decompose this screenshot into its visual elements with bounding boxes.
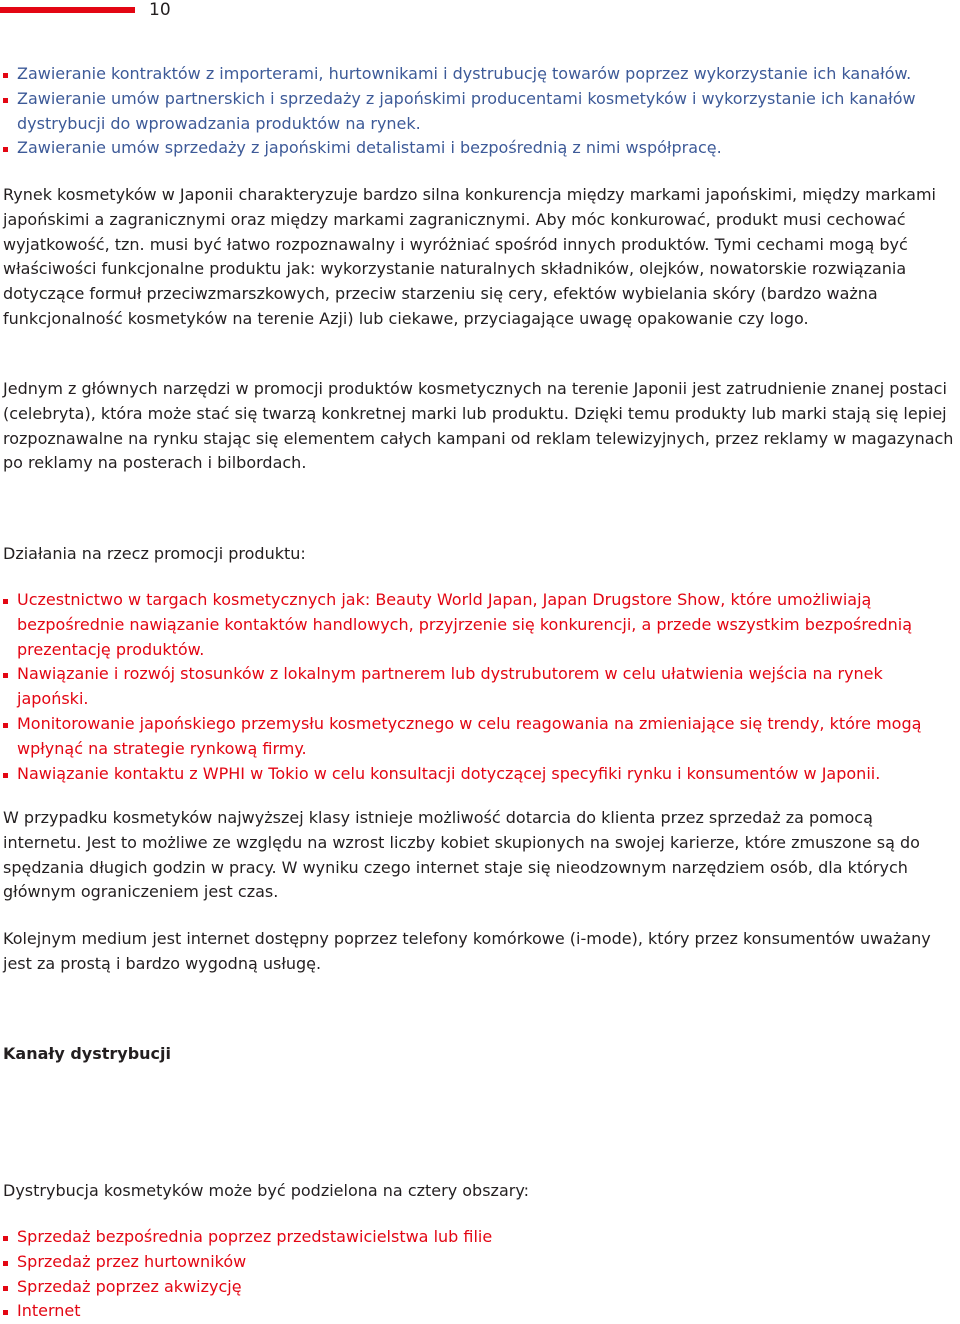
header-accent-bar xyxy=(0,7,135,13)
celebrity-paragraph-section xyxy=(3,377,955,476)
list-item: Zawieranie kontraktów z importerami, hurtownikami i dystrubucję towarów poprzez wykorzystanie ich kanałów. xyxy=(3,62,955,87)
promo-list xyxy=(3,588,955,786)
page-number: 10 xyxy=(149,0,171,20)
distribution-intro: Dystrybucja kosmetyków może być podzielona na cztery obszary: xyxy=(3,1181,530,1200)
partnership-list xyxy=(3,62,955,161)
list-item: Nawiązanie i rozwój stosunków z lokalnym partnerem lub dystrubutorem w celu ułatwienia wejścia na rynek japoński. xyxy=(3,662,955,712)
market-paragraph: Rynek kosmetyków w Japonii charakteryzuje bardzo silna konkurencja między markami japońskimi, między markami japońskimi a zagranicznymi oraz między markami zagranicznymi. Aby móc konkurować, produkt musi cechować wyjatkowość, tzn. musi być łatwo rozpoznawalny i wyróżniać spośród innych produktów. Tymi cechami mogą być właściwości funkcjonalne produktu jak: wykorzystanie naturalnych składników, olejków, nowatorskie rozwiązania dotyczące formuł przeciwzmarszkowych, przeciw starzeniu się cery, efektów wybielania skóry (bardzo ważna funkcjonalność kosmetyków na terenie Azji) lub ciekawe, przyciagające uwagę opakowanie czy logo. xyxy=(3,185,936,328)
mobile-paragraph: Kolejnym medium jest internet dostępny poprzez telefony komórkowe (i-mode), który przez konsumentów uważany jest za prostą i bardzo wygodną usługę. xyxy=(3,929,931,973)
mobile-paragraph-section xyxy=(3,927,955,977)
list-item: Nawiązanie kontaktu z WPHI w Tokio w celu konsultacji dotyczącej specyfiki rynku i konsumentów w Japonii. xyxy=(3,762,955,787)
internet-paragraph: W przypadku kosmetyków najwyższej klasy istnieje możliwość dotarcia do klienta przez sprzedaż za pomocą internetu. Jest to możliwe ze względu na wzrost liczby kobiet skupionych na swojej karierze, które zmuszone są do spędzania długich godzin w pracy. W wyniku czego internet staje się nieodzownym narzędziem osób, dla których głównym ograniczeniem jest czas. xyxy=(3,808,920,902)
internet-paragraph-section xyxy=(3,806,955,905)
section-heading: Kanały dystrybucji xyxy=(3,1044,171,1063)
distribution-list-section xyxy=(3,1225,955,1324)
section-heading-block xyxy=(3,1042,955,1067)
list-item: Uczestnictwo w targach kosmetycznych jak: Beauty World Japan, Japan Drugstore Show, które umożliwiają bezpośrednie nawiązanie kontaktów handlowych, przyjrzenie się konkurencji, a przede wszystkim bezpośrednią prezentację produktów. xyxy=(3,588,955,662)
partnership-list-section xyxy=(3,62,955,161)
promo-heading-section xyxy=(3,542,955,567)
list-item: Sprzedaż przez hurtowników xyxy=(3,1250,955,1275)
list-item: Sprzedaż bezpośrednia poprzez przedstawicielstwa lub filie xyxy=(3,1225,955,1250)
list-item: Monitorowanie japońskiego przemysłu kosmetycznego w celu reagowania na zmieniające się trendy, które mogą wpłynąć na strategie rynkową firmy. xyxy=(3,712,955,762)
promo-list-section xyxy=(3,588,955,786)
list-item: Sprzedaż poprzez akwizycję xyxy=(3,1275,955,1300)
celebrity-paragraph: Jednym z głównych narzędzi w promocji produktów kosmetycznych na terenie Japonii jest zatrudnienie znanej postaci (celebryta), która może stać się twarzą konkretnej marki lub produktu. Dzięki temu produkty lub marki stają się lepiej rozpoznawalne na rynku stając się elementem całych kampani od reklam telewizyjnych, przez reklamy w magazynach po reklamy na posterach i bilbordach. xyxy=(3,379,954,473)
list-item: Internet xyxy=(3,1299,955,1324)
list-item: Zawieranie umów sprzedaży z japońskimi detalistami i bezpośrednią z nimi współpracę. xyxy=(3,136,955,161)
distribution-intro-section xyxy=(3,1179,955,1204)
list-item: Zawieranie umów partnerskich i sprzedaży z japońskimi producentami kosmetyków i wykorzystanie ich kanałów dystrybucji do wprowadzania produktów na rynek. xyxy=(3,87,955,137)
promo-heading: Działania na rzecz promocji produktu: xyxy=(3,544,306,563)
distribution-list xyxy=(3,1225,955,1324)
market-paragraph-section xyxy=(3,183,955,332)
